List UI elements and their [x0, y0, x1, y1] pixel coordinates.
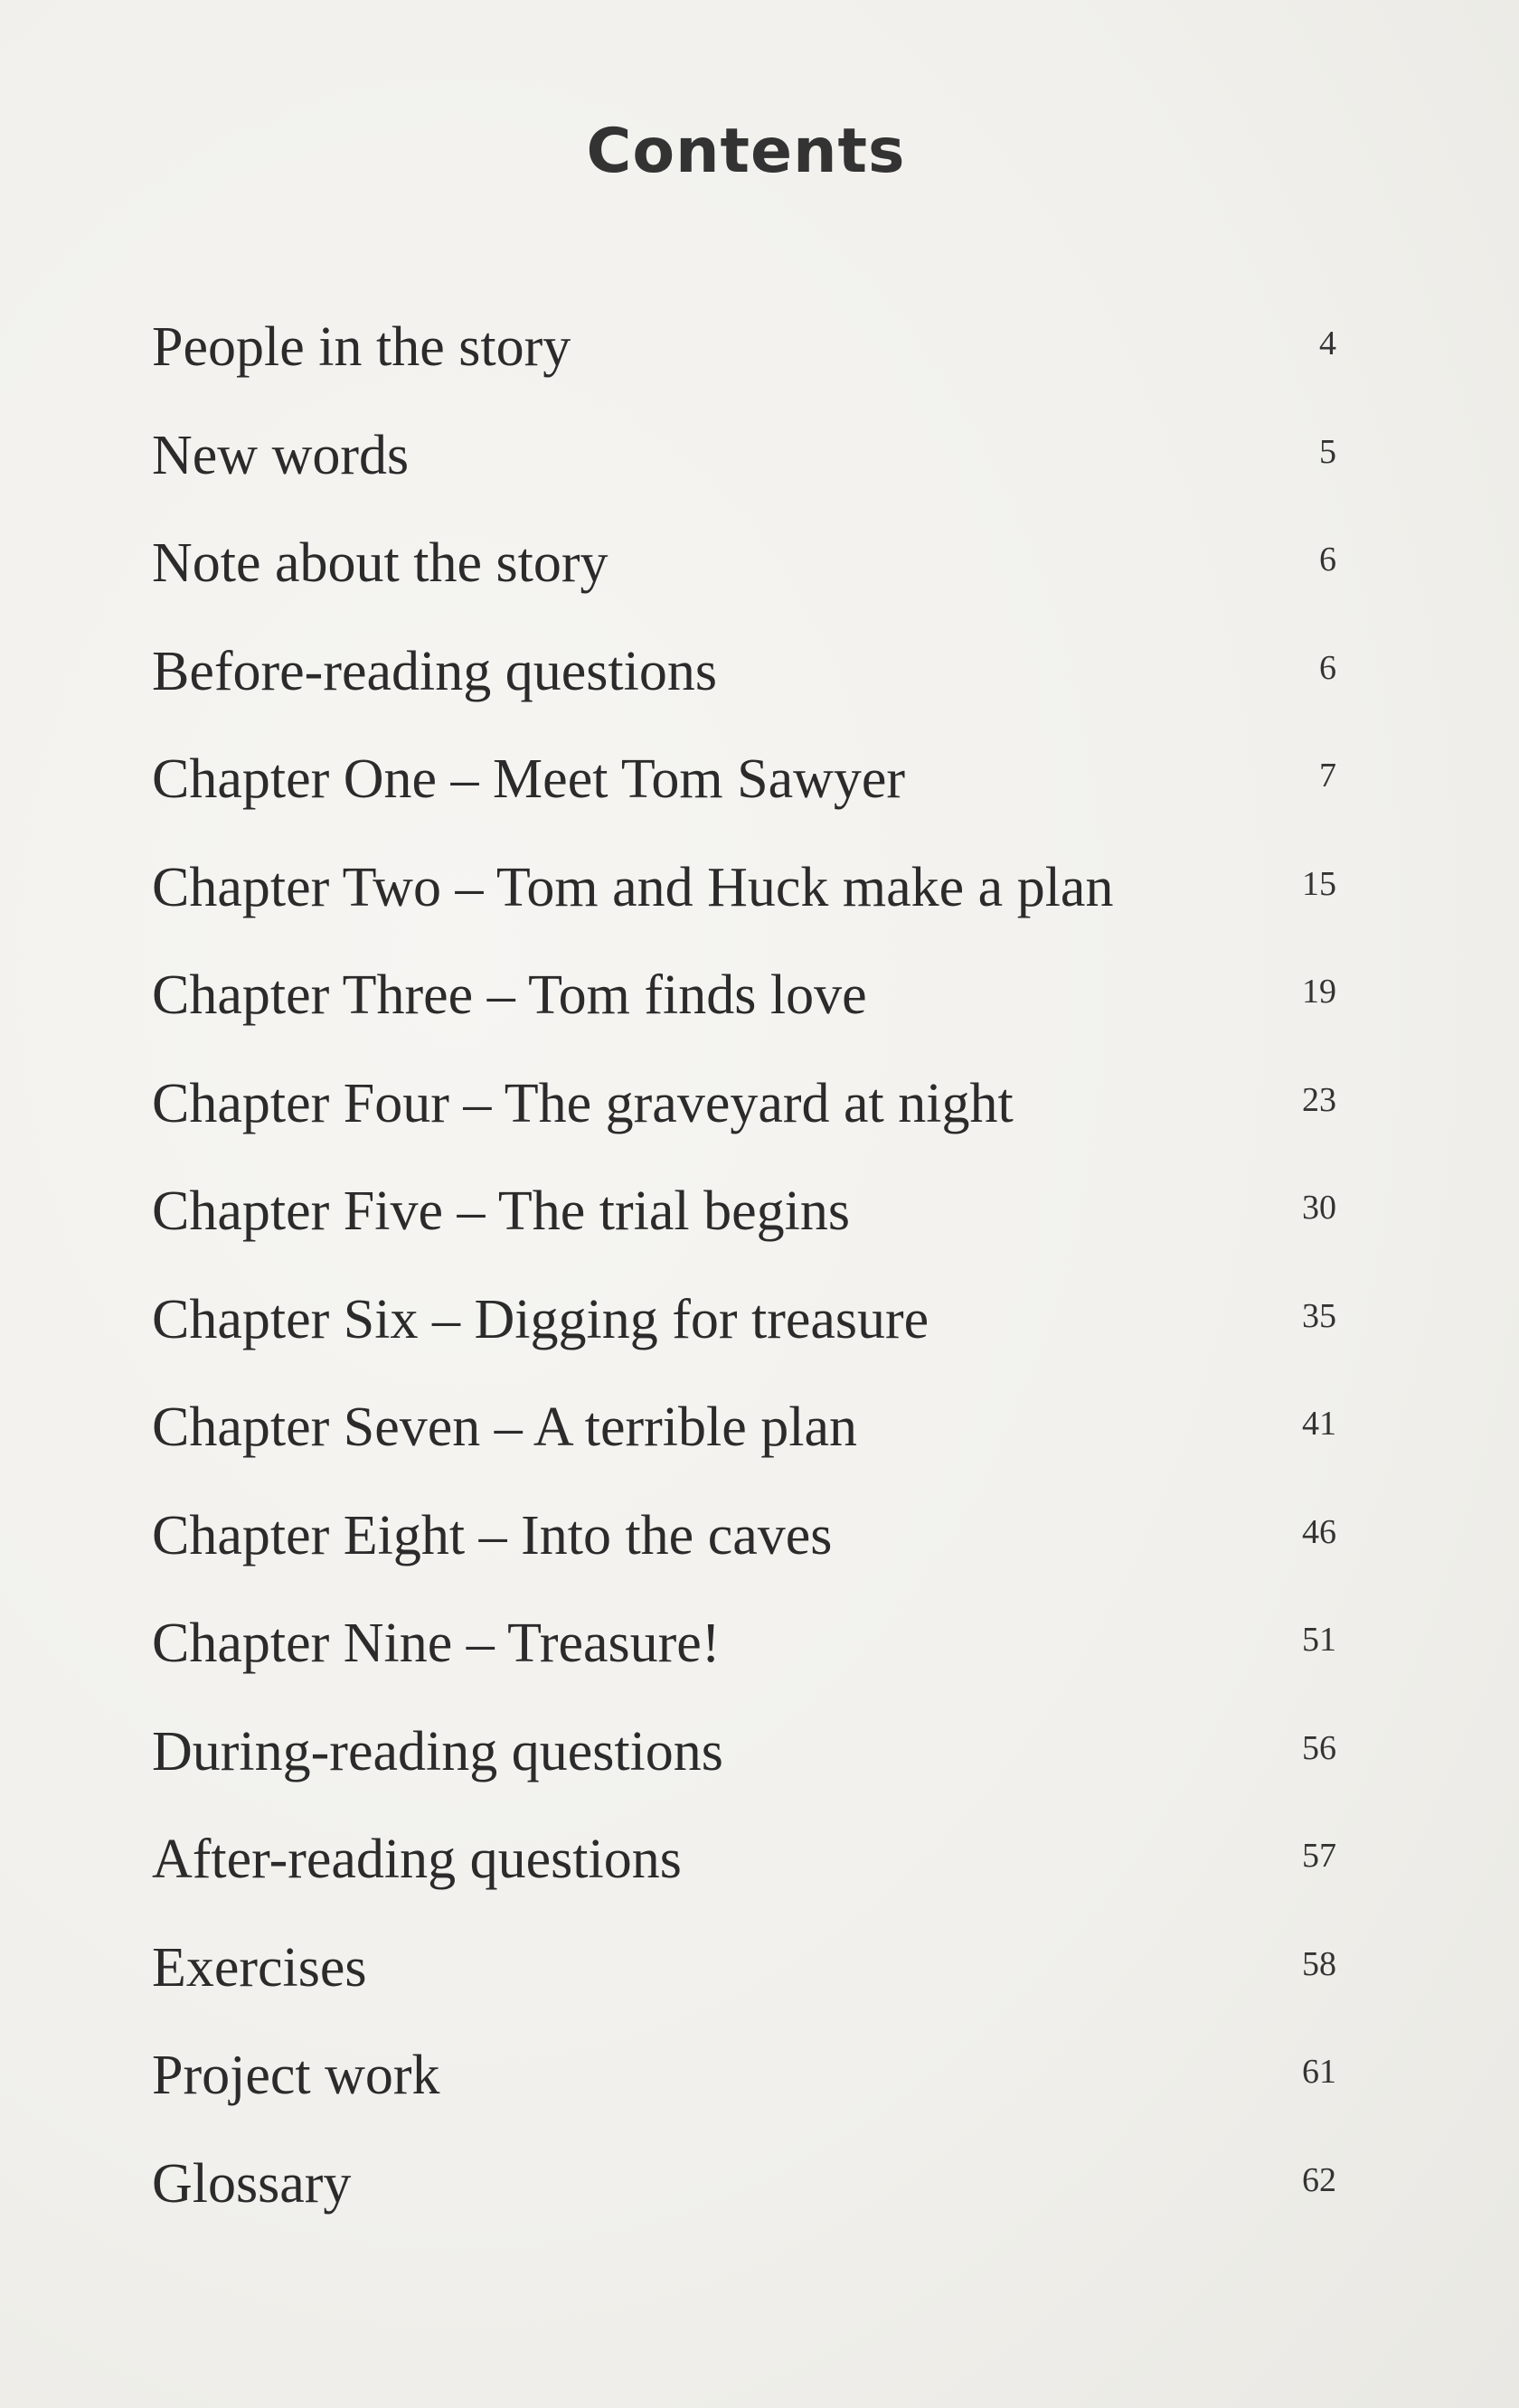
toc-entry	[152, 857, 1336, 965]
toc-entry-label: Chapter Four – The graveyard at night	[152, 1072, 1014, 1134]
toc-entry-label: Note about the story	[152, 532, 609, 594]
toc-entry-page: 46	[1302, 1512, 1336, 1551]
toc-entry	[152, 964, 1336, 1073]
toc-entry-label: Project work	[152, 2045, 440, 2106]
toc-entry-page: 35	[1302, 1296, 1336, 1335]
toc-entry-page: 57	[1302, 1837, 1336, 1875]
toc-entry-label: Chapter Eight – Into the caves	[152, 1504, 833, 1566]
toc-entry-label: Chapter Six – Digging for treasure	[152, 1288, 929, 1350]
toc-entry-page: 58	[1302, 1944, 1336, 1983]
toc-entry	[152, 425, 1336, 533]
toc-entry	[152, 1613, 1336, 1721]
toc-entry-label: Exercises	[152, 1936, 367, 1999]
toc-entry-label: New words	[152, 424, 410, 486]
toc-entry-page: 15	[1302, 864, 1336, 903]
toc-entry-page: 6	[1319, 541, 1336, 578]
toc-entry	[152, 1289, 1336, 1397]
toc-entry-page: 62	[1302, 2160, 1336, 2199]
toc-entry	[152, 532, 1336, 641]
toc-entry-label: Chapter One – Meet Tom Sawyer	[152, 748, 906, 810]
toc-entry-label: Chapter Nine – Treasure!	[152, 1613, 721, 1674]
toc-entry-page: 5	[1319, 432, 1336, 471]
toc-entry	[152, 2153, 1336, 2262]
toc-entry-page: 51	[1302, 1621, 1336, 1659]
toc-entry	[152, 641, 1336, 749]
toc-entry	[152, 316, 1336, 425]
toc-entry-label: Before-reading questions	[152, 640, 717, 702]
toc-entry-label: During-reading questions	[152, 1720, 723, 1782]
toc-entry-page: 41	[1302, 1405, 1336, 1443]
toc-entry	[152, 1180, 1336, 1289]
toc-entry-page: 4	[1319, 325, 1336, 362]
toc-entry-label: Chapter Seven – A terrible plan	[152, 1397, 857, 1458]
toc-entry-label: Glossary	[152, 2152, 352, 2215]
toc-entry	[152, 748, 1336, 857]
toc-entry-page: 7	[1319, 757, 1336, 795]
toc-entry-label: Chapter Two – Tom and Huck make a plan	[152, 856, 1114, 918]
toc-entry-label: Chapter Three – Tom finds love	[152, 964, 867, 1026]
toc-entry	[152, 1397, 1336, 1505]
toc-entry	[152, 2045, 1336, 2153]
toc-entry	[152, 1721, 1336, 1830]
toc-entry	[152, 1937, 1336, 2046]
toc-entry-page: 19	[1302, 973, 1336, 1011]
toc-entry-label: Chapter Five – The trial begins	[152, 1180, 850, 1242]
toc-entry-page: 30	[1302, 1189, 1336, 1227]
table-of-contents	[152, 316, 1336, 2261]
toc-entry-label: After-reading questions	[152, 1829, 682, 1890]
toc-entry	[152, 1073, 1336, 1181]
toc-entry	[152, 1505, 1336, 1613]
toc-entry-page: 23	[1302, 1080, 1336, 1119]
toc-entry-page: 61	[1302, 2053, 1336, 2091]
toc-entry-label: People in the story	[152, 316, 571, 378]
toc-entry	[152, 1829, 1336, 1937]
page-title: Contents	[586, 116, 906, 187]
toc-entry-page: 56	[1302, 1728, 1336, 1767]
toc-entry-page: 6	[1319, 648, 1336, 687]
